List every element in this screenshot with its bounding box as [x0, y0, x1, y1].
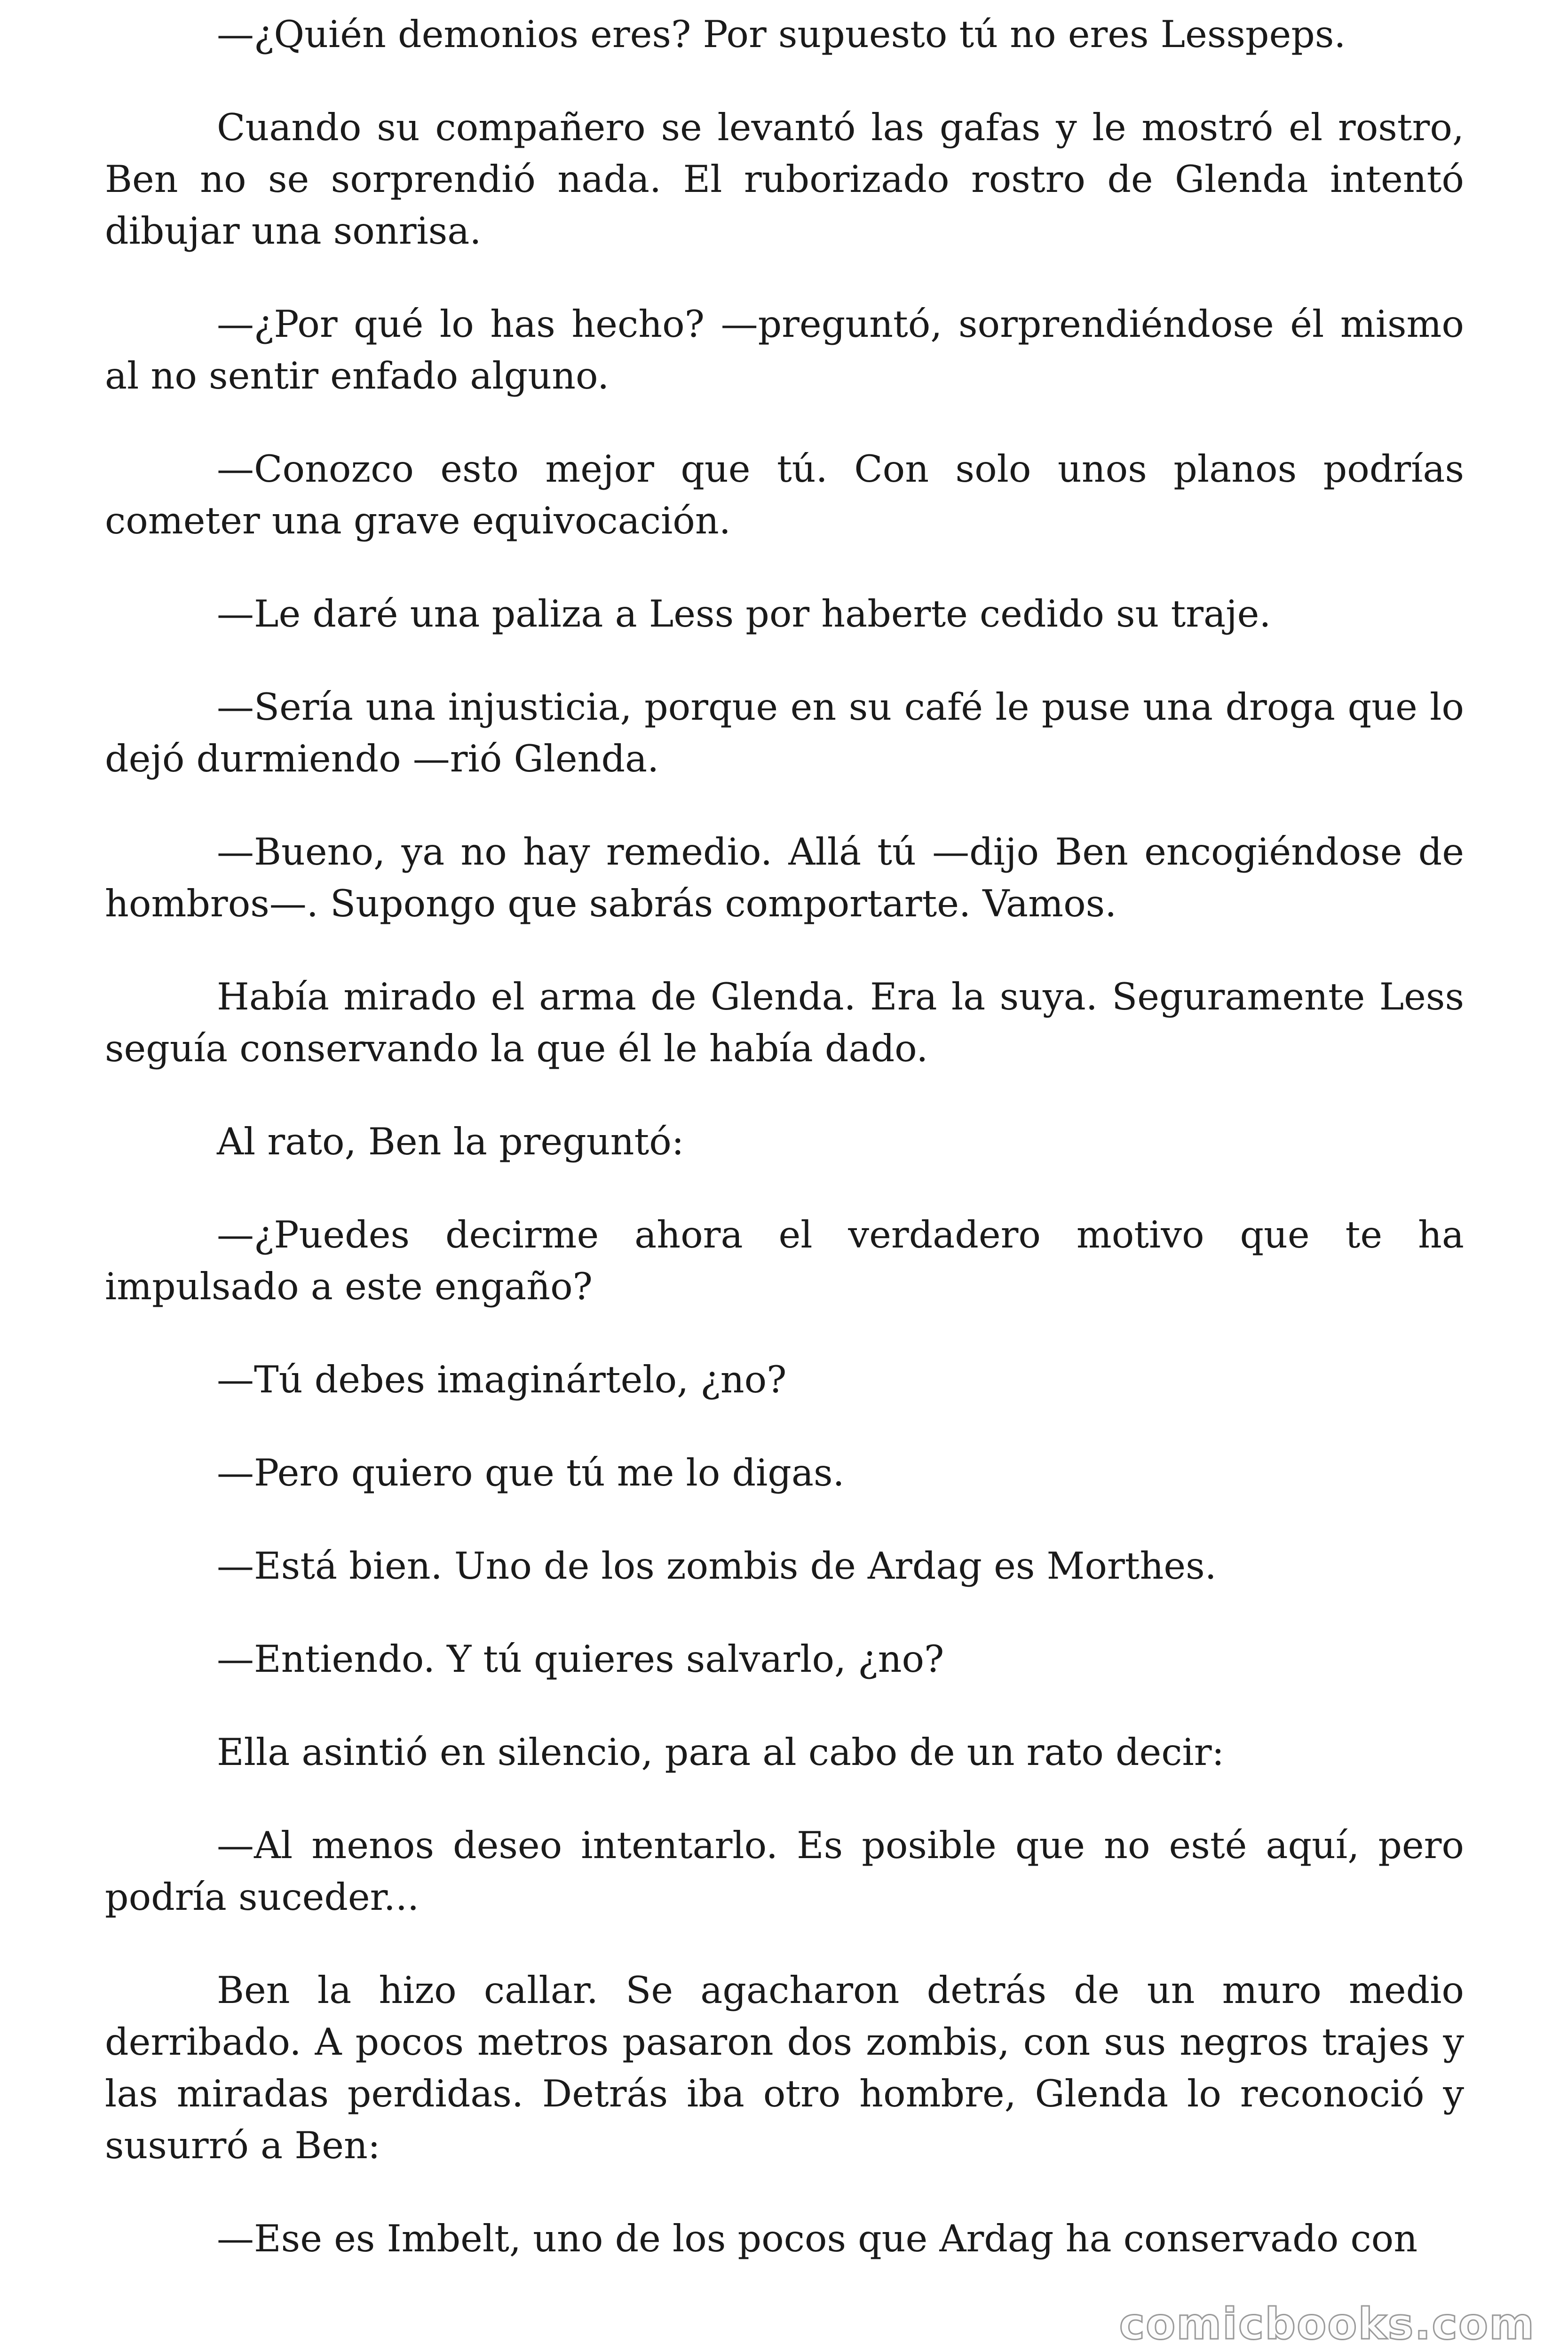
paragraph: —¿Puedes decirme ahora el verdadero motivo que te ha impulsado a este engaño?	[105, 1213, 1464, 1308]
paragraph: Ben la hizo callar. Se agacharon detrás de un muro medio derribado. A pocos metros pasaron dos zombis, con sus negros trajes y las miradas perdidas. Detrás iba otro hombre, Glenda lo reconoció y susurró a Ben:	[105, 1969, 1464, 2167]
paragraph: —Sería una injusticia, porque en su café le puse una droga que lo dejó durmiendo —rió Glenda.	[105, 685, 1464, 780]
paragraph: —Le daré una paliza a Less por haberte cedido su traje.	[217, 592, 1271, 636]
watermark-logo: comicbooks.com	[1115, 2299, 1540, 2349]
body-text	[105, 8, 1464, 2306]
paragraph: Había mirado el arma de Glenda. Era la suya. Seguramente Less seguía conservando la que él le había dado.	[105, 975, 1464, 1070]
paragraph: —Está bien. Uno de los zombis de Ardag es Morthes.	[217, 1544, 1217, 1588]
paragraph: —¿Quién demonios eres? Por supuesto tú no eres Lesspeps.	[217, 13, 1346, 56]
paragraph: Ella asintió en silencio, para al cabo de un rato decir:	[217, 1731, 1225, 1774]
paragraph: —Bueno, ya no hay remedio. Allá tú —dijo Ben encogiéndose de hombros—. Supongo que sabrás comportarte. Vamos.	[105, 830, 1464, 925]
paragraph: —Tú debes imaginártelo, ¿no?	[217, 1358, 787, 1401]
paragraph: —Conozco esto mejor que tú. Con solo unos planos podrías cometer una grave equivocación.	[105, 447, 1464, 542]
paragraph: Al rato, Ben la preguntó:	[217, 1120, 684, 1163]
paragraph: —Entiendo. Y tú quieres salvarlo, ¿no?	[217, 1637, 944, 1681]
paragraph: —¿Por qué lo has hecho? —preguntó, sorprendiéndose él mismo al no sentir enfado alguno.	[105, 302, 1464, 397]
paragraph: —Ese es Imbelt, uno de los pocos que Ardag ha conservado con	[217, 2217, 1418, 2260]
paragraph: —Pero quiero que tú me lo digas.	[217, 1451, 845, 1494]
paragraph: Cuando su compañero se levantó las gafas y le mostró el rostro, Ben no se sorprendió nada. El ruborizado rostro de Glenda intentó dibujar una sonrisa.	[105, 106, 1464, 253]
paragraph: —Al menos deseo intentarlo. Es posible que no esté aquí, pero podría suceder...	[105, 1824, 1464, 1919]
